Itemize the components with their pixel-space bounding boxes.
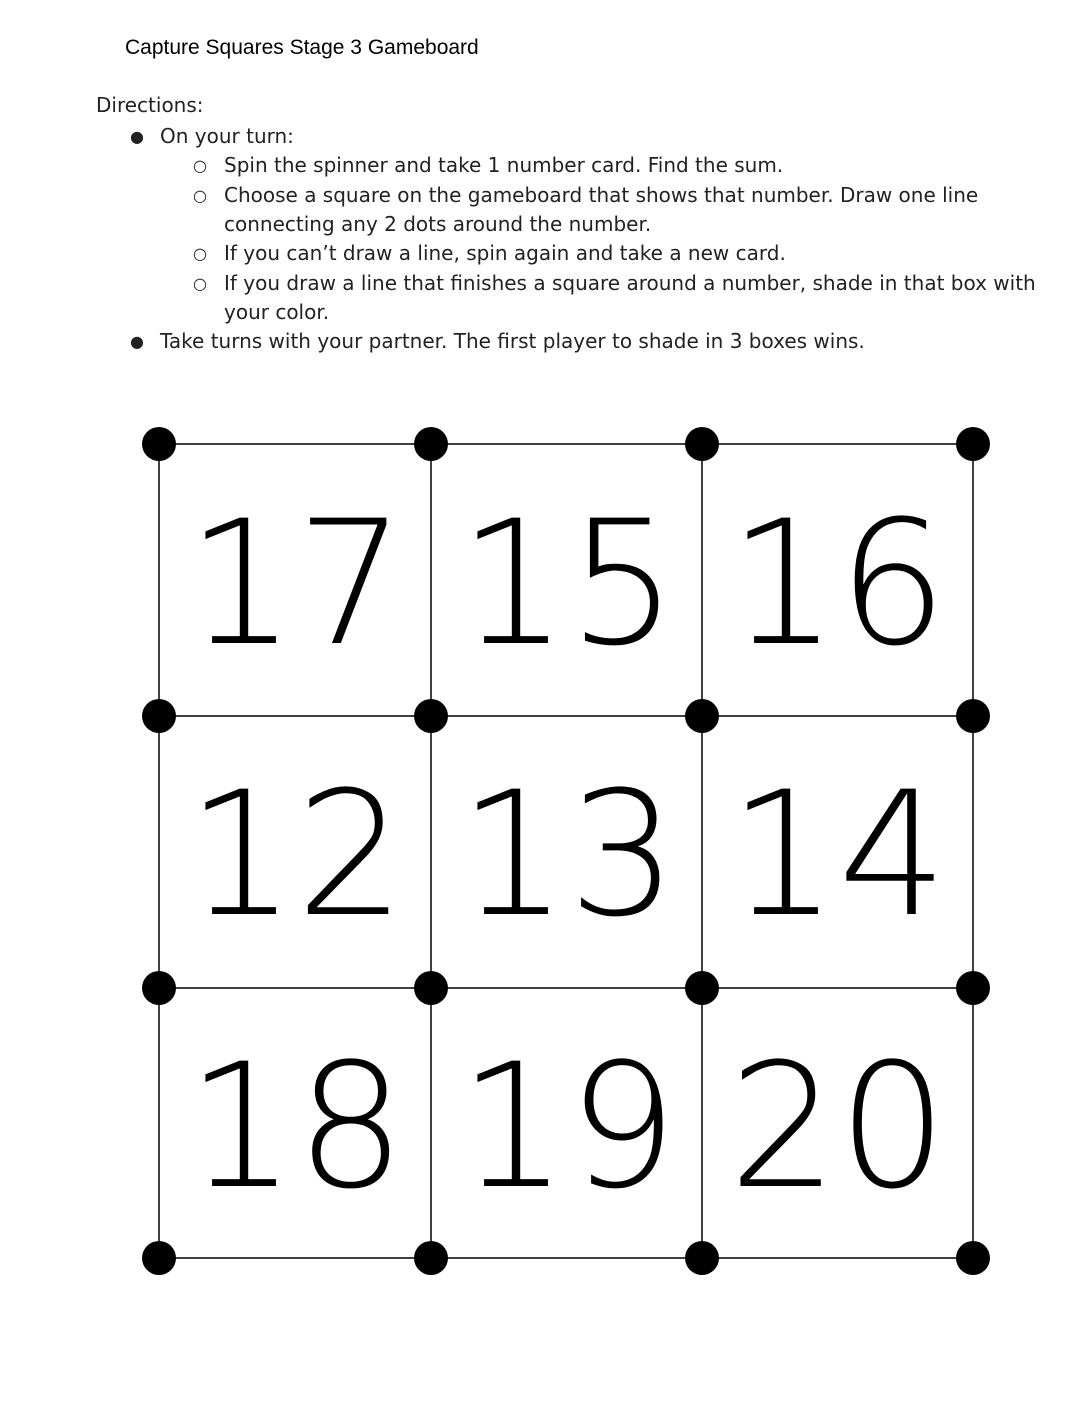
sub-list-item: Spin the spinner and take 1 number card. Find the sum.	[224, 153, 784, 177]
grid-dot	[956, 699, 990, 733]
number-cell-15: 15	[458, 483, 678, 684]
sub-list-item: Choose a square on the gameboard that shows that number. Draw one line	[224, 183, 979, 207]
number-cell-12: 12	[186, 754, 406, 955]
hollow-bullet-icon: ○	[193, 186, 207, 205]
grid-dot	[956, 971, 990, 1005]
grid-dot	[414, 1241, 448, 1275]
number-cell-18: 18	[186, 1026, 406, 1227]
number-cell-19: 19	[458, 1026, 678, 1227]
page-title: Capture Squares Stage 3 Gameboard	[125, 36, 479, 59]
list-item-on-your-turn: On your turn:	[160, 124, 294, 148]
sub-list-item-continuation: connecting any 2 dots around the number.	[224, 212, 652, 236]
grid-dot	[956, 1241, 990, 1275]
number-cell-14: 14	[728, 754, 948, 955]
grid-dot	[685, 427, 719, 461]
grid-dot	[414, 971, 448, 1005]
grid-dot	[142, 1241, 176, 1275]
number-cell-17: 17	[186, 483, 406, 684]
number-cell-20: 20	[728, 1026, 948, 1227]
list-item-take-turns: Take turns with your partner. The first player to shade in 3 boxes wins.	[160, 329, 865, 353]
number-cell-13: 13	[458, 754, 678, 955]
hollow-bullet-icon: ○	[193, 274, 207, 293]
grid-dot	[142, 971, 176, 1005]
filled-bullet-icon: ●	[130, 127, 144, 146]
grid-dot	[685, 1241, 719, 1275]
grid-dot	[414, 427, 448, 461]
grid-dot	[414, 699, 448, 733]
filled-bullet-icon: ●	[130, 332, 144, 351]
hollow-bullet-icon: ○	[193, 156, 207, 175]
grid-dot	[142, 699, 176, 733]
number-cell-16: 16	[728, 483, 948, 684]
grid-dot	[685, 971, 719, 1005]
grid-dot	[685, 699, 719, 733]
sub-list-item: If you can’t draw a line, spin again and take a new card.	[224, 241, 786, 265]
grid-dot	[956, 427, 990, 461]
directions-heading: Directions:	[96, 93, 204, 117]
sub-list-item: If you draw a line that finishes a square around a number, shade in that box with	[224, 271, 1036, 295]
grid-dot	[142, 427, 176, 461]
hollow-bullet-icon: ○	[193, 244, 207, 263]
sub-list-item-continuation: your color.	[224, 300, 330, 324]
